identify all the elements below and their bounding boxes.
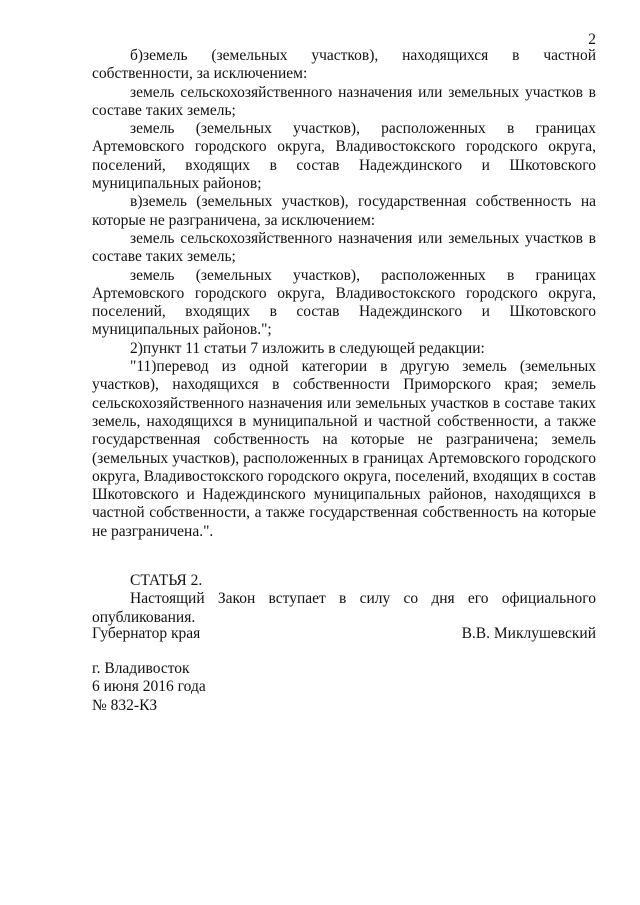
- place-city: г. Владивосток: [92, 660, 190, 677]
- page-number: 2: [588, 31, 596, 48]
- article-text: Настоящий Закон вступает в силу со дня его официального опубликования.: [92, 590, 596, 626]
- paragraph-exception-agricultural: земель сельскохозяйственного назначения или земельных участков в составе таких земель;: [92, 83, 596, 119]
- paragraph-exception-agricultural-2: земель сельскохозяйственного назначения или земельных участков в составе таких земель;: [92, 229, 596, 266]
- paragraph-item-v: в)земель (земельных участков), государственная собственность на которые не разграничена, за исключением:: [92, 193, 596, 229]
- place-date-block: [92, 660, 206, 715]
- paragraph-exception-boundaries: земель (земельных участков), расположенных в границах Артемовского городского округа, Владивостокского городского округа, поселений, входящих в состав Надеждинского и Шкотовского муниципальных районов;: [92, 120, 596, 193]
- paragraph-item-b: б)земель (земельных участков), находящихся в частной собственности, за исключением:: [92, 47, 596, 83]
- law-number: № 832-КЗ: [92, 696, 158, 714]
- signature-position: Губернатор края: [92, 625, 201, 642]
- document-body: [92, 47, 596, 627]
- paragraph-item-11-quote: "11)перевод из одной категории в другую земель (земельных участков), находящихся в собственности Приморского края; земель сельскохозяйственного назначения или земельных участков в составе таких земель, находящихся в муниципальной и частной собственности, а также государственная собственность на которые не разграничена; земель (земельных участков), расположенных в границах Артемовского городского округа, Владивостокского городского округа, поселений, входящих в состав Шкотовского и Надеждинского муниципальных районов, находящихся в частной собственности, а также государственная собственность на которые не разграничена.".: [92, 358, 596, 540]
- paragraph-item-2: 2)пункт 11 статьи 7 изложить в следующей редакции:: [130, 339, 485, 357]
- signature-name: В.В. Миклушевский: [461, 625, 596, 642]
- place-date: 6 июня 2016 года: [92, 678, 206, 696]
- signature-block: [92, 625, 596, 643]
- paragraph-exception-boundaries-2: земель (земельных участков), расположенных в границах Артемовского городского округа, Владивостокского городского округа, поселений, входящих в состав Надеждинского и Шкотовского муниципальных районов.";: [92, 266, 596, 339]
- article-title: СТАТЬЯ 2.: [130, 572, 203, 590]
